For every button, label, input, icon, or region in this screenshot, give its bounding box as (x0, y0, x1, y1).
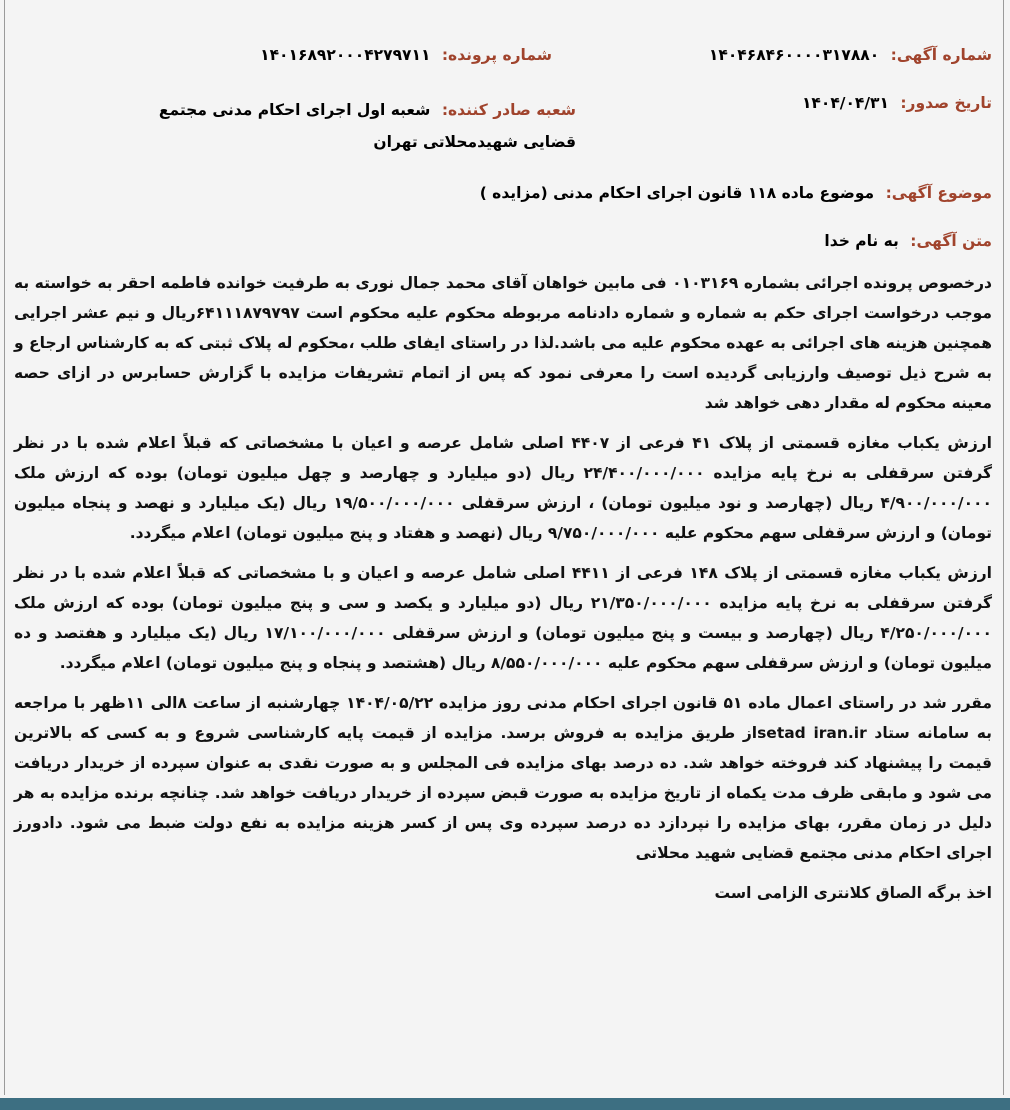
subject-label: موضوع آگهی: (885, 184, 992, 202)
paragraph-shop-1: ارزش یکباب مغازه قسمتی از پلاک ۴۱ فرعی از ۴۴۰۷ اصلی شامل عرصه و اعیان با مشخصاتی که قبلاً اعلام شده با در نظر گرفتن سرقفلی به نرخ پایه مزایده ۲۴/۴۰۰/۰۰۰/۰۰۰ ریال (دو میلیارد و چهارصد و چهل میلیون تومان) بوده که ارزش ملک ۴/۹۰۰/۰۰۰/۰۰۰ ریال (چهارصد و نود میلیون تومان) ، ارزش سرقفلی ۱۹/۵۰۰/۰۰۰/۰۰۰ ریال (یک میلیارد و نهصد و پنجاه میلیون تومان) و ارزش سرقفلی سهم محکوم علیه ۹/۷۵۰/۰۰۰/۰۰۰ ریال (نهصد و هفتاد و پنج میلیون تومان) اعلام میگردد. (14, 434, 992, 542)
case-number-value: ۱۴۰۱۶۸۹۲۰۰۰۴۲۷۹۷۱۱ (260, 46, 431, 64)
ad-text-heading (824, 232, 992, 250)
paragraph-note: اخذ برگه الصاق کلانتری الزامی است (714, 884, 992, 902)
text-label: متن آگهی: (910, 232, 992, 250)
branch-label: شعبه صادر کننده: (441, 101, 576, 119)
ad-number-value: ۱۴۰۴۶۸۴۶۰۰۰۰۳۱۷۸۸۰ (708, 46, 880, 64)
paragraph-shop-2: ارزش یکباب مغازه قسمتی از پلاک ۱۴۸ فرعی از ۴۴۱۱ اصلی شامل عرصه و اعیان و با مشخصاتی که قبلاً اعلام شده با در نظر گرفتن سرقفلی به نرخ پایه مزایده ۲۱/۳۵۰/۰۰۰/۰۰۰ ریال (دو میلیارد و یکصد و سی و پنج میلیون تومان) بوده که ارزش ملک ۴/۲۵۰/۰۰۰/۰۰۰ ریال (چهارصد و بیست و پنج میلیون تومان) و ارزش سرقفلی ۱۷/۱۰۰/۰۰۰/۰۰۰ ریال (یک میلیارد و هفتصد و ده میلیون تومان) و ارزش سرقفلی سهم محکوم علیه ۸/۵۵۰/۰۰۰/۰۰۰ ریال (هشتصد و پنجاه و پنج میلیون تومان) اعلام میگردد. (14, 564, 992, 672)
ad-number-label: شماره آگهی: (890, 46, 992, 64)
text-intro: به نام خدا (824, 232, 899, 250)
ad-body (14, 268, 992, 918)
branch-value: شعبه اول اجرای احکام مدنی مجتمع قضایی شهیدمحلاتی تهران (158, 101, 576, 151)
paragraph-auction-terms: مقرر شد در راستای اعمال ماده ۵۱ قانون اجرای احکام مدنی روز مزایده ۱۴۰۴/۰۵/۲۲ چهارشنبه از ساعت ۸الی ۱۱ظهر با مراجعه به سامانه ستاد setad iran.irاز طریق مزایده به فروش برسد. مزایده از قیمت پایه کارشناسی شروع و به کسی که بالاترین قیمت را پیشنهاد کند فروخته خواهد شد. ده درصد بهای مزایده فی المجلس و به صورت نقدی به عنوان سپرده از خریدار دریافت می شود و مابقی ظرف مدت یکماه از تاریخ مزایده به صورت قبض سپرده از خریدار دریافت خواهد شد. چنانچه برنده مزایده به هر دلیل در زمان مقرر، بهای مزایده را نپردازد ده درصد سپرده وی پس از کسر هزینه مزایده به نفع دولت ضبط می شود. دادورز اجرای احکام مدنی مجتمع قضایی شهید محلاتی (14, 694, 993, 862)
issue-date-label: تاریخ صدور: (900, 94, 992, 112)
issue-date-value: ۱۴۰۴/۰۴/۳۱ (801, 94, 889, 112)
window-bottom-bar (0, 1098, 1010, 1110)
subject-value: موضوع ماده ۱۱۸ قانون اجرای احکام مدنی (مزایده ) (479, 184, 875, 202)
ad-subject (480, 184, 992, 202)
case-number-label: شماره پرونده: (441, 46, 552, 64)
ad-number (709, 46, 992, 64)
paragraph-case: درخصوص پرونده اجرائی بشماره ۰۱۰۳۱۶۹ فی مابین خواهان آقای محمد جمال نوری به طرفیت خوانده فاطمه احقر به خواسته به موجب درخواست اجرای حکم به شماره و شماره دادنامه مربوطه محکوم علیه محکوم است ۶۴۱۱۱۸۷۹۷۹۷ریال و نیم عشر اجرایی همچنین هزینه های اجرائی به عهده محکوم علیه می باشد.لذا در راستای ایفای طلب ،محکوم له پلاک ثبتی که به کارشناس ارجاع و به شرح ذیل توصیف وارزیابی گردیده است را معرفی نمود که پس از اتمام تشریفات مزایده با گزارش حسابرس در ازای حصه معینه محکوم له مقدار دهی خواهد شد (14, 274, 992, 412)
case-number (260, 46, 552, 64)
issuing-branch (156, 94, 576, 158)
issue-date (802, 94, 992, 112)
